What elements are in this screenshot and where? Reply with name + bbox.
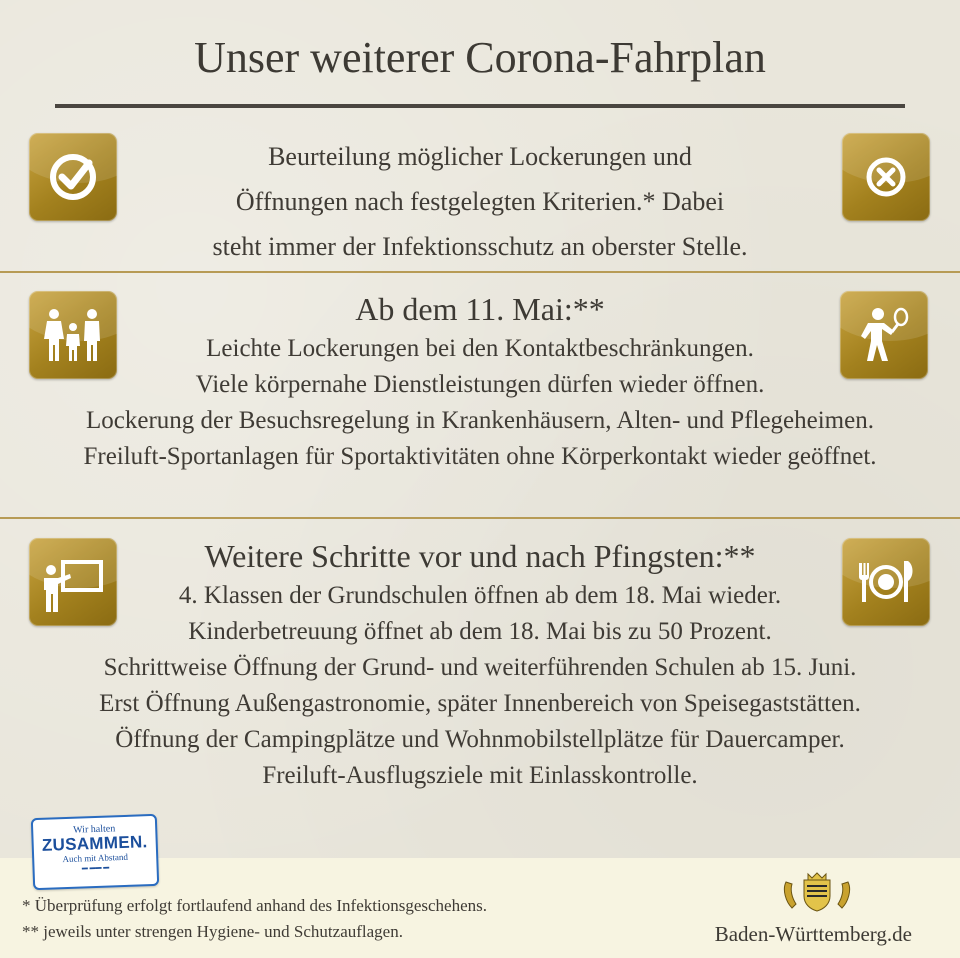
website-link[interactable]: Baden-Württemberg.de — [714, 922, 912, 946]
section3-line: 4. Klassen der Grundschulen öffnen ab dem 18. Mai wieder. — [178, 582, 782, 609]
section3-line: Freiluft-Ausflugsziele mit Einlasskontrolle. — [262, 762, 698, 789]
zusammen-badge — [31, 814, 159, 890]
section3-line: Kinderbetreuung öffnet ab dem 18. Mai bis zu 50 Prozent. — [188, 618, 772, 645]
title-underline — [55, 104, 905, 108]
section2-line: Viele körpernahe Dienstleistungen dürfen wieder öffnen. — [195, 371, 765, 398]
section2-line: Freiluft-Sportanlagen für Sportaktivitäten ohne Körperkontakt wieder geöffnet. — [83, 443, 877, 470]
badge-line1: Wir halten — [72, 823, 116, 836]
section2-line: Lockerung der Besuchsregelung in Krankenhäusern, Alten- und Pflegeheimen. — [86, 407, 874, 434]
page-title: Unser weiterer Corona-Fahrplan — [194, 33, 766, 82]
badge-line2: ZUSAMMEN. — [41, 832, 148, 855]
section2-text — [0, 287, 960, 475]
section-divider — [0, 271, 960, 273]
section3-text — [0, 534, 960, 794]
section1-line: steht immer der Infektionsschutz an oberster Stelle. — [212, 232, 748, 261]
section3-line: Erst Öffnung Außengastronomie, später Innenbereich von Speisegaststätten. — [99, 690, 861, 717]
section3-line: Schrittweise Öffnung der Grund- und weiterführenden Schulen ab 15. Juni. — [103, 654, 857, 681]
section3-heading: Weitere Schritte vor und nach Pfingsten:** — [204, 538, 756, 574]
section1-text — [0, 134, 960, 269]
section3-line: Öffnung der Campingplätze und Wohnmobilstellplätze für Dauercamper. — [115, 726, 845, 753]
footnote-1: * Überprüfung erfolgt fortlaufend anhand des Infektionsgeschehens. — [22, 896, 487, 915]
section-divider — [0, 517, 960, 519]
section1-line: Öffnungen nach festgelegten Kriterien.* Dabei — [235, 187, 725, 216]
coat-of-arms-icon — [780, 872, 854, 914]
badge-logo-strip: ▬ ▬▬ ▬ — [81, 864, 110, 872]
section2-line: Leichte Lockerungen bei den Kontaktbeschränkungen. — [206, 335, 754, 362]
footnote-2: ** jeweils unter strengen Hygiene- und Schutzauflagen. — [22, 922, 403, 941]
badge-line3: Auch mit Abstand — [62, 851, 129, 865]
section1-line: Beurteilung möglicher Lockerungen und — [268, 142, 692, 171]
section2-heading: Ab dem 11. Mai:** — [355, 291, 605, 327]
